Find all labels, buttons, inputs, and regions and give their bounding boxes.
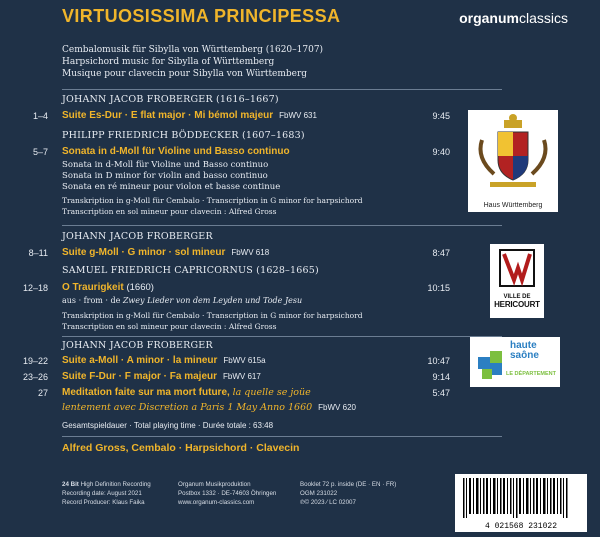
track-number: 1–4 — [32, 111, 48, 121]
transcription-note: Transkription in g-Moll für Cembalo · Transcription in G minor for harpsichord Transcription en sol mineur pour clavecin : Alfred Gross — [62, 311, 363, 331]
transcription-note: Transkription in g-Moll für Cembalo · Transcription in G minor for harpsichord Transcription en sol mineur pour clavecin : Alfred Gross — [62, 196, 363, 216]
track-number: 19–22 — [22, 356, 48, 366]
label-logo: organumclassics — [459, 10, 568, 26]
composer: JOHANN JACOB FROBERGER (1616–1667) — [62, 94, 279, 105]
footer-catalog: Booklet 72 p. inside (DE · EN · FR) OGM 231022 ℗© 2023 ⁄ LC 02007 — [300, 481, 397, 506]
haute-saone-logo: haute saône LE DÉPARTEMENT — [470, 337, 560, 387]
work-title-continued: lentement avec Discretion a Paris 1 May Anno 1660 FbWV 620 — [62, 402, 356, 413]
divider — [62, 336, 502, 337]
subtitle: Cembalomusik für Sibylla von Württemberg (1620–1707) Harpsichord music for Sibylla of Württemberg Musique pour clavecin pour Sibylla von Württemberg — [62, 45, 324, 79]
barcode: 4 021568 231022 — [455, 474, 587, 532]
barcode-bars-icon — [455, 474, 587, 520]
haute-saone-emblem-icon — [474, 343, 508, 383]
work-notes: Sonata in d-Moll für Violine und Basso continuo Sonata in D minor for violin and basso continuo Sonata en ré mineur pour violon et basse continue — [62, 160, 281, 192]
footer-publisher: Organum Musikproduktion Postbox 1332 · DE-74603 Öhringen www.organum-classics.com — [178, 481, 277, 506]
work-title: Suite Es-Dur · E flat major · Mi bémol majeur FbWV 631 — [62, 110, 317, 121]
ville-de-hericourt-logo: VILLE DE HERICOURT — [490, 244, 544, 318]
track-number: 8–11 — [28, 248, 48, 258]
track-number: 23–26 — [22, 372, 48, 382]
performer: Alfred Gross, Cembalo · Harpsichord · Clavecin — [62, 442, 300, 454]
track-number: 27 — [37, 388, 48, 398]
work-title: Suite F-Dur · F major · Fa majeur FbWV 617 — [62, 371, 261, 382]
track-number: 5–7 — [32, 147, 48, 157]
duration: 9:40 — [432, 147, 450, 157]
coat-of-arms-icon — [468, 110, 558, 198]
composer: PHILIPP FRIEDRICH BÖDDECKER (1607–1683) — [62, 130, 305, 141]
composer: SAMUEL FRIEDRICH CAPRICORNUS (1628–1665) — [62, 265, 319, 276]
work-title: O Traurigkeit (1660) — [62, 282, 154, 293]
work-source: aus · from · de Zwey Lieder von dem Leyden und Tode Jesu — [62, 296, 303, 305]
duration: 9:45 — [432, 111, 450, 121]
duration: 8:47 — [432, 248, 450, 258]
work-title: Sonata in d-Moll für Violine und Basso continuo — [62, 146, 290, 157]
composer: JOHANN JACOB FROBERGER — [62, 231, 213, 242]
divider — [62, 225, 502, 226]
divider — [62, 89, 502, 90]
track-number: 12–18 — [22, 283, 48, 293]
composer: JOHANN JACOB FROBERGER — [62, 340, 213, 351]
hericourt-emblem-icon — [490, 244, 544, 290]
duration: 10:47 — [427, 356, 450, 366]
divider — [62, 436, 502, 437]
album-title: VIRTUOSISSIMA PRINCIPESSA — [62, 6, 341, 26]
work-title: Suite g-Moll · G minor · sol mineur FbWV 618 — [62, 247, 270, 258]
work-title: Meditation faite sur ma mort future, la quelle se joüe — [62, 387, 311, 398]
total-time: Gesamtspieldauer · Total playing time · Durée totale : 63:48 — [62, 421, 274, 430]
duration: 9:14 — [432, 372, 450, 382]
duration: 10:15 — [427, 283, 450, 293]
haus-wuerttemberg-logo: Haus Württemberg — [468, 110, 558, 212]
footer-recording-info: 24 Bit High Definition Recording Recording date: August 2021 Record Producer: Klaus Faika — [62, 481, 151, 506]
work-title: Suite a-Moll · A minor · la mineur FbWV 615a — [62, 355, 266, 366]
duration: 5:47 — [432, 388, 450, 398]
